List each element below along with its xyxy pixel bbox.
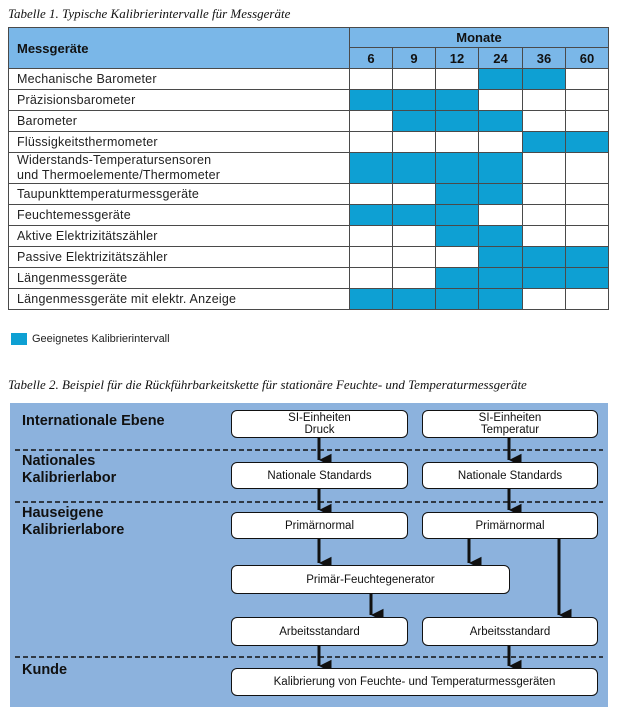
interval-cell-suitable xyxy=(566,247,609,268)
legend-swatch xyxy=(11,333,27,345)
instrument-name: Widerstands-Temperatursensoren und Thermoelemente/Thermometer xyxy=(9,153,350,184)
interval-cell-suitable xyxy=(393,90,436,111)
interval-cell-suitable xyxy=(523,69,566,90)
box-primary-standard-temperature: Primärnormal xyxy=(422,512,598,539)
interval-cell-suitable xyxy=(479,247,523,268)
interval-cell-empty xyxy=(350,184,393,205)
table-row xyxy=(9,226,609,247)
table-row xyxy=(9,132,609,153)
interval-cell-empty xyxy=(393,268,436,289)
legend-label: Geeignetes Kalibrierintervall xyxy=(32,333,170,345)
month-header-12: 12 xyxy=(436,48,479,69)
table-row xyxy=(9,268,609,289)
interval-cell-empty xyxy=(566,205,609,226)
interval-cell-empty xyxy=(566,69,609,90)
box-national-standards-temperature: Nationale Standards xyxy=(422,462,598,489)
interval-cell-suitable xyxy=(436,289,479,310)
level-inhouse: Hauseigene Kalibrierlabore xyxy=(22,505,125,538)
interval-cell-suitable xyxy=(436,111,479,132)
box-working-standard-humidity: Arbeitsstandard xyxy=(231,617,408,646)
instrument-name: Längenmessgeräte xyxy=(9,268,350,289)
interval-cell-empty xyxy=(523,111,566,132)
interval-cell-suitable xyxy=(479,184,523,205)
box-primary-standard-pressure: Primärnormal xyxy=(231,512,408,539)
table-row xyxy=(9,247,609,268)
box-national-standards-pressure: Nationale Standards xyxy=(231,462,408,489)
interval-cell-suitable xyxy=(479,289,523,310)
interval-cell-suitable xyxy=(393,289,436,310)
interval-cell-empty xyxy=(566,289,609,310)
diagram-connectors xyxy=(10,403,608,707)
table-row xyxy=(9,90,609,111)
interval-cell-empty xyxy=(436,69,479,90)
month-header-24: 24 xyxy=(479,48,523,69)
month-header-6: 6 xyxy=(350,48,393,69)
interval-cell-suitable xyxy=(436,226,479,247)
interval-cell-suitable xyxy=(393,153,436,184)
legend xyxy=(11,333,170,345)
interval-cell-suitable xyxy=(350,90,393,111)
instrument-name: Längenmessgeräte mit elektr. Anzeige xyxy=(9,289,350,310)
table2-caption: Tabelle 2. Beispiel für die Rückführbarkeitskette für stationäre Feuchte- und Temperaturmessgeräte xyxy=(8,377,527,392)
interval-cell-empty xyxy=(566,111,609,132)
instrument-name: Präzisionsbarometer xyxy=(9,90,350,111)
interval-cell-suitable xyxy=(523,132,566,153)
interval-cell-empty xyxy=(393,132,436,153)
interval-cell-suitable xyxy=(479,111,523,132)
interval-cell-empty xyxy=(479,205,523,226)
interval-cell-suitable xyxy=(393,205,436,226)
interval-cell-suitable xyxy=(436,205,479,226)
interval-cell-suitable xyxy=(479,153,523,184)
month-header-36: 36 xyxy=(523,48,566,69)
interval-cell-empty xyxy=(393,184,436,205)
traceability-diagram xyxy=(10,403,608,707)
interval-cell-empty xyxy=(350,226,393,247)
interval-cell-empty xyxy=(393,226,436,247)
interval-cell-suitable xyxy=(350,205,393,226)
interval-cell-empty xyxy=(566,90,609,111)
table-row xyxy=(9,69,609,90)
calibration-table-body xyxy=(9,69,609,310)
interval-cell-empty xyxy=(523,153,566,184)
instrument-name: Barometer xyxy=(9,111,350,132)
interval-cell-empty xyxy=(479,132,523,153)
interval-cell-suitable xyxy=(393,111,436,132)
interval-cell-suitable xyxy=(436,90,479,111)
interval-cell-empty xyxy=(566,226,609,247)
interval-cell-empty xyxy=(350,69,393,90)
instrument-name: Aktive Elektrizitätszähler xyxy=(9,226,350,247)
box-calibration-of-instruments: Kalibrierung von Feuchte- und Temperaturmessgeräten xyxy=(231,668,598,696)
table1-caption: Tabelle 1. Typische Kalibrierintervalle für Messgeräte xyxy=(8,6,291,21)
interval-cell-suitable xyxy=(479,69,523,90)
months-header: Monate xyxy=(350,28,609,48)
interval-cell-empty xyxy=(350,268,393,289)
instrument-column-header: Messgeräte xyxy=(9,28,350,69)
box-si-units-temperature: SI-Einheiten Temperatur xyxy=(422,410,598,438)
interval-cell-empty xyxy=(350,247,393,268)
calibration-interval-table xyxy=(8,27,609,310)
month-header-60: 60 xyxy=(566,48,609,69)
table-row xyxy=(9,289,609,310)
month-header-9: 9 xyxy=(393,48,436,69)
interval-cell-empty xyxy=(523,205,566,226)
interval-cell-suitable xyxy=(436,153,479,184)
interval-cell-empty xyxy=(350,111,393,132)
interval-cell-suitable xyxy=(566,268,609,289)
table-row xyxy=(9,111,609,132)
interval-cell-empty xyxy=(436,132,479,153)
interval-cell-suitable xyxy=(523,268,566,289)
level-customer: Kunde xyxy=(22,662,68,678)
interval-cell-empty xyxy=(566,184,609,205)
interval-cell-empty xyxy=(393,69,436,90)
interval-cell-empty xyxy=(523,226,566,247)
interval-cell-suitable xyxy=(350,153,393,184)
interval-cell-suitable xyxy=(566,132,609,153)
interval-cell-empty xyxy=(523,289,566,310)
interval-cell-suitable xyxy=(350,289,393,310)
box-primary-humidity-generator: Primär-Feuchtegenerator xyxy=(231,565,510,594)
table-row xyxy=(9,205,609,226)
box-si-units-pressure: SI-Einheiten Druck xyxy=(231,410,408,438)
interval-cell-suitable xyxy=(479,226,523,247)
level-national: Nationales Kalibrierlabor xyxy=(22,453,117,486)
interval-cell-suitable xyxy=(436,184,479,205)
interval-cell-empty xyxy=(436,247,479,268)
instrument-name: Mechanische Barometer xyxy=(9,69,350,90)
instrument-name: Passive Elektrizitätszähler xyxy=(9,247,350,268)
interval-cell-suitable xyxy=(523,247,566,268)
interval-cell-empty xyxy=(393,247,436,268)
table-row xyxy=(9,184,609,205)
instrument-name: Taupunkttemperaturmessgeräte xyxy=(9,184,350,205)
interval-cell-empty xyxy=(566,153,609,184)
instrument-name: Flüssigkeitsthermometer xyxy=(9,132,350,153)
interval-cell-empty xyxy=(523,184,566,205)
instrument-name: Feuchtemessgeräte xyxy=(9,205,350,226)
interval-cell-suitable xyxy=(436,268,479,289)
interval-cell-empty xyxy=(523,90,566,111)
level-international: Internationale Ebene xyxy=(22,413,165,429)
interval-cell-empty xyxy=(479,90,523,111)
interval-cell-empty xyxy=(350,132,393,153)
interval-cell-suitable xyxy=(479,268,523,289)
table-row xyxy=(9,153,609,184)
box-working-standard-temperature: Arbeitsstandard xyxy=(422,617,598,646)
